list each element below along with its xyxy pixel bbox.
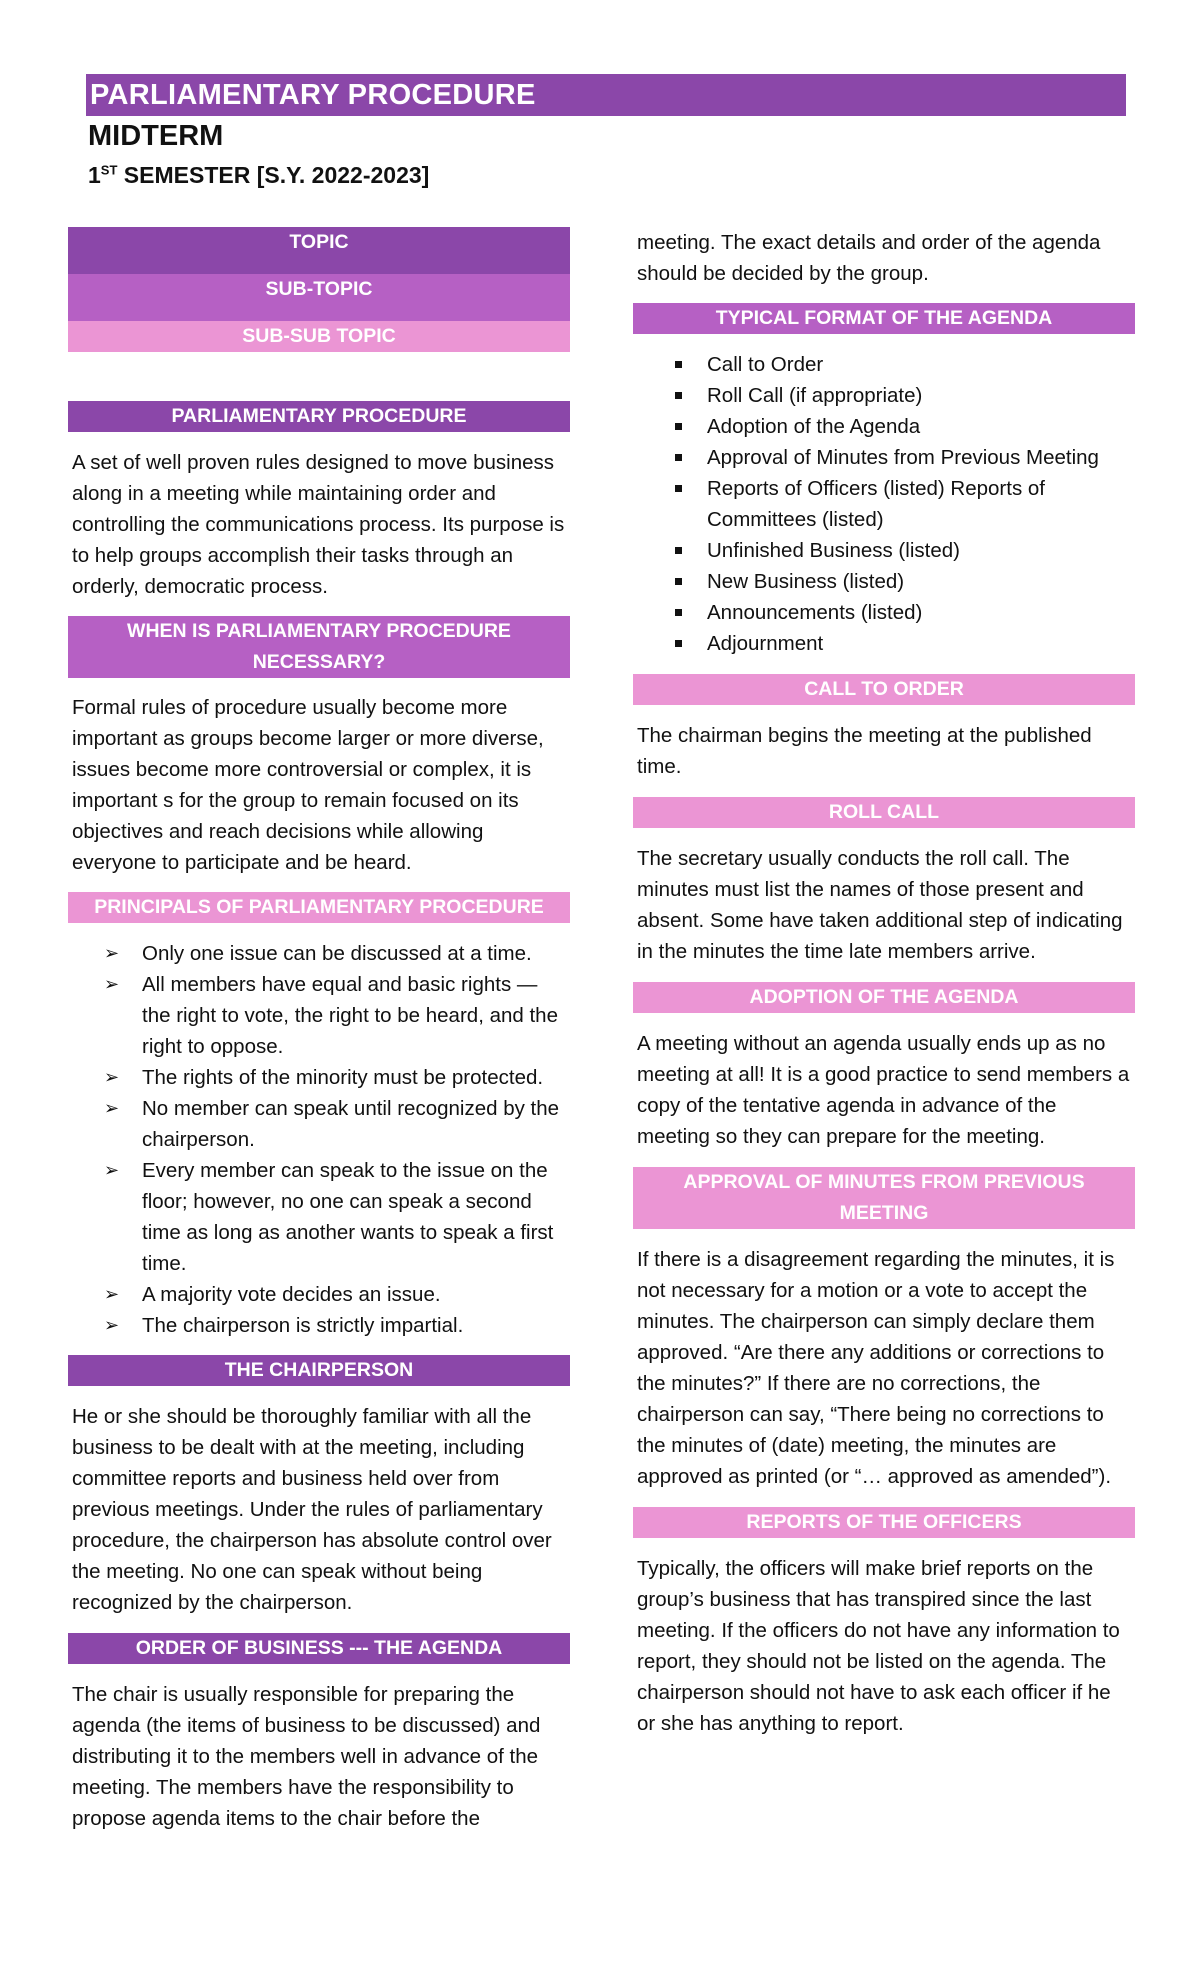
square-bullet-icon (675, 423, 682, 430)
arrow-bullet-icon: ➢ (104, 1315, 120, 1335)
arrow-bullet-icon: ➢ (104, 1284, 120, 1304)
arrow-bullet-icon: ➢ (104, 1098, 120, 1118)
list-item: ➢ All members have equal and basic rights — the right to vote, the right to be heard, and the right to oppose. (68, 969, 570, 1062)
list-item: ➢ Every member can speak to the issue on the floor; however, no one can speak a second time as long as another wants to speak a first time. (68, 1155, 570, 1279)
list-item: ➢ A majority vote decides an issue. (68, 1279, 570, 1310)
square-bullet-icon (675, 485, 682, 492)
legend-sub-sub-topic: SUB-SUB TOPIC (68, 321, 570, 352)
semester-number: 1 (88, 162, 101, 188)
square-bullet-icon (675, 454, 682, 461)
list-item: Unfinished Business (listed) (633, 535, 1135, 566)
left-column (68, 227, 570, 1834)
order-of-business-continued: meeting. The exact details and order of the agenda should be decided by the group. (637, 231, 1101, 285)
arrow-bullet-icon: ➢ (104, 974, 120, 994)
list-item: ➢ The chairperson is strictly impartial. (68, 1310, 570, 1341)
list-item: ➢ Only one issue can be discussed at a time. (68, 938, 570, 969)
list-item: Call to Order (633, 349, 1135, 380)
heading-adoption-of-agenda: ADOPTION OF THE AGENDA (633, 982, 1135, 1013)
chairperson-text: He or she should be thoroughly familiar with all the business to be dealt with at the meeting, including committee reports and business held over from previous meetings. Under the rules of parliamentary procedure, the chairperson has absolute control over the meeting. No one can speak without being recognized by the chairperson. (72, 1405, 552, 1614)
legend-topic: TOPIC (68, 227, 570, 274)
call-to-order-text: The chairman begins the meeting at the published time. (637, 724, 1092, 778)
page-subtitle: MIDTERM (88, 120, 224, 152)
adoption-of-agenda-text: A meeting without an agenda usually ends up as no meeting at all! It is a good practice to send members a copy of the tentative agenda in advance of the meeting so they can prepare for the meeting. (637, 1032, 1130, 1148)
semester-text: SEMESTER [S.Y. 2022-2023] (117, 162, 430, 188)
roll-call-text: The secretary usually conducts the roll call. The minutes must list the names of those present and absent. Some have taken additional step of indicating in the minutes the time late members arrive. (637, 847, 1123, 963)
square-bullet-icon (675, 609, 682, 616)
heading-parliamentary-procedure: PARLIAMENTARY PROCEDURE (68, 401, 570, 432)
legend-sub-topic: SUB-TOPIC (68, 274, 570, 321)
arrow-bullet-icon: ➢ (104, 943, 120, 963)
list-item: ➢ No member can speak until recognized by the chairperson. (68, 1093, 570, 1155)
square-bullet-icon (675, 361, 682, 368)
arrow-bullet-icon: ➢ (104, 1160, 120, 1180)
square-bullet-icon (675, 547, 682, 554)
page-title: PARLIAMENTARY PROCEDURE (86, 74, 1126, 116)
square-bullet-icon (675, 392, 682, 399)
square-bullet-icon (675, 578, 682, 585)
heading-typical-format: TYPICAL FORMAT OF THE AGENDA (633, 303, 1135, 334)
list-item: Approval of Minutes from Previous Meeting (633, 442, 1135, 473)
reports-of-officers-text: Typically, the officers will make brief reports on the group’s business that has transpired since the last meeting. If the officers do not have any information to report, they should not be listed on the agenda. The chairperson should not have to ask each officer if he or she has anything to report. (637, 1557, 1120, 1735)
list-item: Adoption of the Agenda (633, 411, 1135, 442)
semester-line (88, 162, 429, 189)
list-item: Roll Call (if appropriate) (633, 380, 1135, 411)
list-item: Reports of Officers (listed) Reports of Committees (listed) (633, 473, 1135, 535)
parliamentary-procedure-text: A set of well proven rules designed to move business along in a meeting while maintaining order and controlling the communications process. Its purpose is to help groups accomplish their tasks through an orderly, democratic process. (72, 451, 565, 598)
heading-roll-call: ROLL CALL (633, 797, 1135, 828)
list-item: New Business (listed) (633, 566, 1135, 597)
heading-call-to-order: CALL TO ORDER (633, 674, 1135, 705)
right-column (633, 227, 1135, 1739)
heading-chairperson: THE CHAIRPERSON (68, 1355, 570, 1386)
principals-list (68, 938, 570, 1341)
heading-reports-of-officers: REPORTS OF THE OFFICERS (633, 1507, 1135, 1538)
heading-principals: PRINCIPALS OF PARLIAMENTARY PROCEDURE (68, 892, 570, 923)
heading-approval-of-minutes: APPROVAL OF MINUTES FROM PREVIOUS MEETING (633, 1167, 1135, 1229)
arrow-bullet-icon: ➢ (104, 1067, 120, 1087)
approval-of-minutes-text: If there is a disagreement regarding the minutes, it is not necessary for a motion or a vote to accept the minutes. The chairperson can simply declare them approved. “Are there any additions or corrections to the minutes?” If there are no corrections, the chairperson can say, “There being no corrections to the minutes of (date) meeting, the minutes are approved as printed (or “… approved as amended”). (637, 1248, 1115, 1488)
list-item: Adjournment (633, 628, 1135, 659)
semester-superscript: ST (100, 162, 118, 178)
list-item: ➢ The rights of the minority must be protected. (68, 1062, 570, 1093)
list-item: Announcements (listed) (633, 597, 1135, 628)
order-of-business-text: The chair is usually responsible for preparing the agenda (the items of business to be discussed) and distributing it to the members well in advance of the meeting. The members have the responsibility to propose agenda items to the chair before the (72, 1683, 541, 1830)
square-bullet-icon (675, 640, 682, 647)
heading-when-necessary: WHEN IS PARLIAMENTARY PROCEDURE NECESSARY? (68, 616, 570, 678)
agenda-format-list (633, 349, 1135, 659)
when-necessary-text: Formal rules of procedure usually become more important as groups become larger or more diverse, issues become more controversial or complex, it is important s for the group to remain focused on its objectives and reach decisions while allowing everyone to participate and be heard. (72, 696, 544, 874)
heading-order-of-business: ORDER OF BUSINESS --- THE AGENDA (68, 1633, 570, 1664)
